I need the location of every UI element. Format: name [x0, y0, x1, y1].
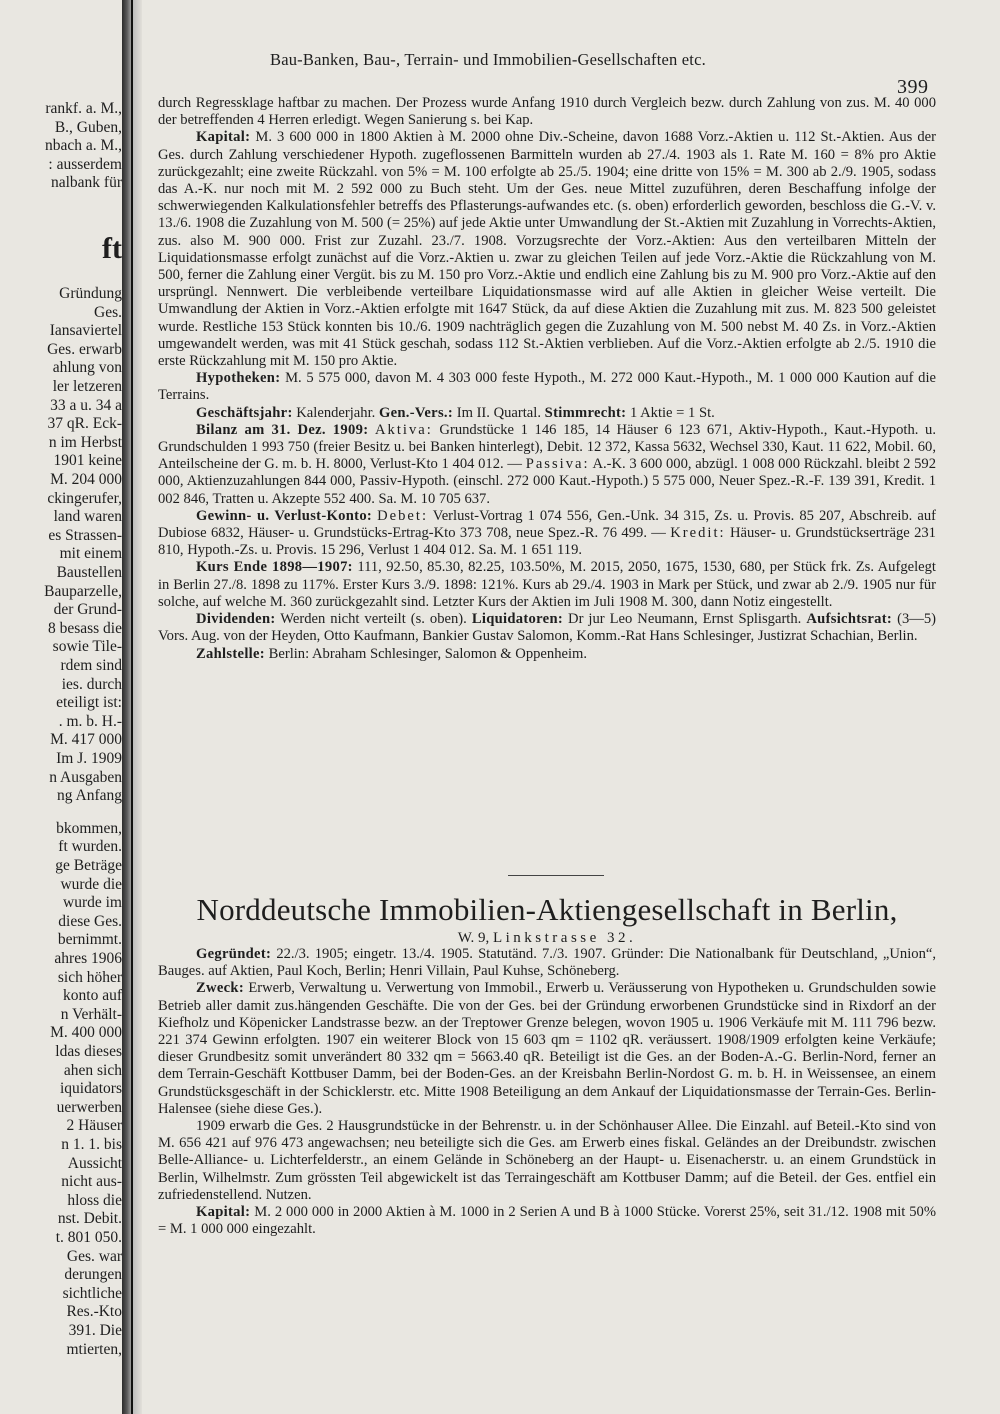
- zahlstelle-text: Berlin: Abraham Schlesinger, Salomon & Oppenheim.: [268, 645, 588, 662]
- adjacent-page-line: 33 a u. 34 a: [50, 396, 122, 414]
- adjacent-page-line: wurde die: [60, 875, 122, 893]
- adjacent-page-line: nst. Debit.: [57, 1210, 122, 1228]
- adjacent-page-line: hloss die: [67, 1191, 122, 1209]
- liquidatoren-label: Liquidatoren:: [471, 611, 564, 628]
- geschaeftsjahr-text: Kalenderjahr.: [296, 404, 376, 421]
- year-1909-text: 1909 erwarb die Ges. 2 Hausgrundstücke in der Behrenstr. u. in der Schönhauser Allee. Die Einzahl. auf Beteil.-Kto sind von M. 656 421 auf 976 473 angewachsen; neu beteiligte sich die Ges. am Erwerb eines fiskal. Geländes an der Dreibundstr. zwischen Belle-Alliance- u. Lichterfelderstr., an einem Gelände in Schöneberg an der Haupt- u. Eisenacherstr. u. an einem Grundstück in Berlin, Wilhelmstr. Zum grössten Teil abgewickelt ist das Terraingeschäft am Kottbuser Damm; auf die Beteil. der Ges. entfiel ein zufriedenstellend. Nutzen.: [158, 1118, 936, 1203]
- adjacent-page-line: ft: [102, 232, 122, 265]
- guv-paragraph: [158, 508, 936, 560]
- adjacent-page-line: land waren: [53, 508, 122, 526]
- kredit-text: Häuser- u. Grundstückserträge 231 810, Hypoth.-Zs. u. Provis. 15 296, Verlust 1 404 012. Sa. M. 1 651 119.: [158, 525, 936, 559]
- adjacent-page-line: M. 417 000: [50, 731, 122, 749]
- dividenden-paragraph: [158, 611, 936, 645]
- adjacent-page-line: der Grund-: [53, 601, 122, 619]
- running-title: Bau-Banken, Bau-, Terrain- und Immobilien-Gesellschaften etc.: [270, 50, 706, 69]
- adjacent-page-line: M. 204 000: [50, 471, 122, 488]
- adjacent-page-line: nicht aus-: [61, 1173, 122, 1191]
- zahlstelle-label: Zahlstelle:: [196, 645, 265, 662]
- intro-paragraph: [158, 95, 936, 129]
- kapital-text: M. 3 600 000 in 1800 Aktien à M. 2000 ohne Div.-Scheine, davon 1688 Vorz.-Aktien u. 112 St.-Aktien. Aus der Ges. durch Zahlung verschiedener Hypoth. zugeflossenen Barmitteln wurden ab 27./4. 1903 als 1. Rate M. 160 = 8% pro Aktie zurückgezahlt; eine zweite Rückzahl. von 5% = M. 100 erfolgte ab 25./5. 1904; eine dritte von 15% = M. 300 ab 2./9. 1905, sodass das A.-K. nur noch mit M. 2 592 000 zu Buch steht. Um der Ges. neue Mittel zuzuführen, deren Beschaffung infolge der schwerwiegenden Kalkulationsfehler betreffs des Pflasterungs-aufwandes etc. (s. oben) erforderlich geworden, beschloss die G.-V. v. 13./6. 1908 die Zuzahlung von M. 500 (= 25%) auf jede Aktie unter Umwandlung der St.-Aktien mit Zuzahlung in Vorrechts-Aktien, zus. also M. 900 000. Frist zur Zuzahl. 23./7. 1908. Vorzugsrechte der Vorz.-Aktien: Aus den verteilbaren Mitteln der Liquidationsmasse erfolgt zunächst auf die Vorz.-Aktien u. zwar zu gleichen Teilen auf jede Vorz.-Aktie die Rückzahlung von M. 500, ferner die Zahlung einer Vergüt. bis zu M. 150 pro Vorz.-Aktie und endlich eine Zahlung bis zu M. 900 pro Vorz.-Aktie auf den ursprüngl. Nennwert. Die verbleibende verteilbare Liquidationsmasse wird auf alle Aktien in gleicher Weise verteilt. Die Umwandlung der Aktien in Vorz.-Aktien erfolgte mit 1647 Stück, da auf diese Aktien die Zuzahlung mit zus. M. 823 500 geleistet wurde. Restliche 153 Stück konnten bis 10./6. 1909 nachträglich gegen die Zuzahlung von M. 500 nebst M. 40 Zs. in Vorz.-Aktien umgewandelt werden, was mit 41 Stück geschah, sodass 112 St.-Aktien verblieben. Auf die Vorz.-Aktien erfolgte ab 2./5. 1910 die erste Rückzahlung mit M. 150 pro Aktie.: [158, 129, 936, 370]
- zahlstelle-paragraph: [158, 646, 936, 663]
- kredit-label: Kredit:: [670, 525, 726, 542]
- adjacent-page-line: 8 besass die: [47, 619, 122, 637]
- adjacent-page-line: bernimmt.: [57, 931, 122, 949]
- dividenden-text: Werden nicht verteilt (s. oben).: [280, 611, 467, 628]
- adjacent-page-line: Ges. erwarb: [47, 340, 122, 358]
- adjacent-page-line: ahlung von: [52, 359, 122, 377]
- geschaeftsjahr-paragraph: [158, 405, 936, 422]
- adjacent-page-line: n Ausgaben: [49, 768, 122, 786]
- adjacent-page-line: ft wurden.: [58, 838, 122, 856]
- adjacent-page-line: diese Ges.: [58, 912, 122, 930]
- passiva-text: A.-K. 3 600 000, abzügl. 1 008 000 Rückzahl. bleibt 2 592 000, Aktienzuzahlungen 844 000, Passiv-Hypoth. (einschl. 272 000 Kaut.-Hypoth.) 5 575 000, Neuer Spez.-R.-F. 139 391, Kredit. 1 002 846, Tratten u. Akzepte 552 400. Sa. M. 10 705 637.: [158, 456, 937, 507]
- adjacent-page-line: Aussicht: [67, 1154, 122, 1172]
- adjacent-page-line: ies. durch: [61, 675, 122, 693]
- adjacent-page-line: nalbank für: [50, 174, 122, 192]
- adjacent-page-line: wurde im: [63, 894, 122, 912]
- adjacent-page-fragment: [0, 100, 122, 1390]
- adjacent-page-line: uerwerben: [56, 1098, 122, 1116]
- adjacent-page-line: Ges. war: [66, 1247, 122, 1265]
- aktiva-label: Aktiva:: [375, 421, 433, 438]
- adjacent-page-line: ler letzeren: [52, 378, 122, 395]
- adjacent-page-line: mit einem: [59, 545, 122, 563]
- adjacent-page-line: rankf. a. M.,: [45, 100, 122, 117]
- zweck-paragraph: [158, 980, 936, 1118]
- section-company-text: [158, 946, 936, 1238]
- bilanz-paragraph: [158, 422, 936, 508]
- adjacent-page-line: n 1. 1. bis: [61, 1136, 122, 1153]
- adjacent-page-line: ahres 1906: [54, 950, 122, 967]
- adjacent-page-line: sichtliche: [62, 1284, 122, 1302]
- intro-text: durch Regressklage haftbar zu machen. Der Prozess wurde Anfang 1910 durch Vergleich bezw. durch Zahlung von zus. M. 40 000 der betreffenden 4 Herren erledigt. Wegen Sanierung s. bei Kap.: [158, 95, 936, 129]
- kapital-label: Kapital:: [196, 129, 251, 146]
- kapital-2-text: M. 2 000 000 in 2000 Aktien à M. 1000 in 2 Serien A und B à 1000 Stücke. Vorerst 25%, seit 31./12. 1908 mit 50% = M. 1 000 000 eingezahlt.: [158, 1204, 936, 1238]
- adjacent-page-line: bkommen,: [56, 819, 122, 837]
- kurs-label: Kurs Ende 1898—1907:: [196, 559, 353, 576]
- adjacent-page-line: rdem sind: [60, 657, 122, 674]
- hypotheken-label: Hypotheken:: [196, 370, 281, 387]
- kapital-2-paragraph: [158, 1204, 936, 1238]
- gen-vers-label: Gen.-Vers.:: [378, 404, 454, 421]
- passiva-label: Passiva:: [525, 456, 590, 473]
- adjacent-page-line: iquidators: [60, 1080, 122, 1098]
- adjacent-page-line: ng Anfang: [56, 787, 122, 805]
- section-divider: [508, 875, 604, 876]
- liquidatoren-text: Dr jur Leo Neumann, Ernst Splisgarth.: [568, 611, 802, 628]
- adjacent-page-line: nbach a. M.,: [44, 137, 122, 155]
- adjacent-page-line: M. 400 000: [50, 1024, 122, 1042]
- gutter-line: [131, 0, 133, 1414]
- kapital-paragraph: [158, 129, 936, 370]
- adjacent-page-line: Res.-Kto: [66, 1303, 122, 1321]
- address-prefix: W. 9,: [457, 930, 490, 946]
- kapital-2-label: Kapital:: [196, 1204, 251, 1221]
- kurs-text: 111, 92.50, 85.30, 82.25, 103.50%, M. 2015, 2050, 1675, 1530, 680, per Stück frk. Zs. Aufgelegt in Berlin 27./8. 1898 zu 117%. Erster Kurs 3./9. 1898: 121%. Kurs ab 29./4. 1903 in Mark per Stück, und zwar ab 2./9. 1905 nur für solche, auf welche M. 360 zurückgezahlt sind. Letzter Kurs der Aktien im Juli 1908 M. 300, dann Notiz eingestellt.: [158, 559, 936, 610]
- gegruendet-paragraph: [158, 946, 936, 980]
- adjacent-page-line: n im Herbst: [48, 433, 122, 451]
- company-address: [158, 929, 936, 947]
- adjacent-page-line: sich höher: [57, 968, 122, 986]
- bilanz-label: Bilanz am 31. Dez. 1909:: [196, 421, 369, 438]
- adjacent-page-line: Im J. 1909: [56, 750, 122, 767]
- adjacent-page-line: . m. b. H.-: [58, 712, 122, 730]
- adjacent-page-line: ge Beträge: [55, 857, 122, 874]
- aufsichtsrat-text: (3—5) Vors. Aug. von der Heyden, Otto Kaufmann, Bankier Gustav Salomon, Komm.-Rat Hans Schlesinger, Justizrat Schachian, Berlin.: [158, 611, 937, 645]
- bilanz-text: Grundstücke 1 146 185, 14 Häuser 6 123 671, Aktiv-Hypoth., Kaut.-Hypoth. u. Grundschulden 1 993 750 (freier Besitz u. bei Banken hinterlegt), Debit. 12 372, Kassa 5632, Wechsel 330, Kaut. 11 622, Mobil. 60, Anteilscheine der G. m. b. H. 8000, Verlust-Kto 1 404 012. —: [158, 421, 936, 473]
- adjacent-page-line: konto auf: [63, 987, 122, 1005]
- adjacent-page-line: eteiligt ist:: [56, 694, 122, 712]
- adjacent-page-line: 2 Häuser: [66, 1117, 122, 1135]
- guv-label: Gewinn- u. Verlust-Konto:: [196, 507, 373, 524]
- stimmrecht-text: 1 Aktie = 1 St.: [629, 404, 715, 421]
- adjacent-page-line: : ausserdem: [48, 155, 122, 173]
- zweck-label: Zweck:: [196, 980, 245, 997]
- adjacent-page-line: Iansaviertel: [49, 322, 122, 340]
- adjacent-page-line: 37 qR. Eck-: [47, 415, 122, 433]
- dividenden-label: Dividenden:: [196, 611, 276, 628]
- adjacent-page-line: 391. Die: [68, 1322, 122, 1339]
- adjacent-page-line: 1901 keine: [53, 452, 122, 470]
- adjacent-page-line: Gründung: [59, 285, 122, 302]
- adjacent-page-line: sowie Tile-: [52, 638, 122, 656]
- gegruendet-text: 22./3. 1905; eingetr. 13./4. 1905. Statutänd. 7./3. 1907. Gründer: Die Nationalbank für Deutschland, „Union“, Bauges. auf Aktien, Paul Koch, Berlin; Henri Villain, Paul Kuhse, Schöneberg.: [158, 946, 936, 980]
- adjacent-page-line: ldas dieses: [55, 1043, 122, 1060]
- adjacent-page-line: t. 801 050.: [55, 1229, 122, 1246]
- section-liquidation-text: [158, 95, 936, 663]
- kurs-paragraph: [158, 559, 936, 611]
- address-street: Linkstrasse 32.: [492, 930, 637, 946]
- gegruendet-label: Gegründet:: [196, 946, 272, 962]
- adjacent-page-line: es Strassen-: [48, 526, 122, 544]
- hypotheken-text: M. 5 575 000, davon M. 4 303 000 feste Hypoth., M. 272 000 Kaut.-Hypoth., M. 1 000 000 Kaution auf die Terrains.: [158, 370, 936, 404]
- aufsichtsrat-label: Aufsichtsrat:: [806, 611, 893, 628]
- adjacent-page-line: ahen sich: [63, 1061, 122, 1079]
- adjacent-page-line: n Verhält-: [60, 1005, 122, 1023]
- adjacent-page-line: derungen: [64, 1266, 122, 1284]
- gen-vers-text: Im II. Quartal.: [456, 404, 541, 421]
- company-title: Norddeutsche Immobilien-Aktiengesellschaft in Berlin,: [196, 892, 898, 927]
- stimmrecht-label: Stimmrecht:: [544, 404, 627, 421]
- adjacent-page-line: Ges.: [94, 303, 122, 321]
- zweck-text: Erwerb, Verwaltung u. Verwertung von Immobil., Erwerb u. Veräusserung von Hypotheken u. Grundschulden sowie Betrieb aller damit zus.hängenden Geschäfte. Die von der Ges. bei der Gründung erworbenen Grundstücke sind in Rixdorf an der Kiefholz und Köpenicker Landstrasse bezw. an der Treptower Grenze belegen, wovon 1905 u. 1906 Verkäufe mit M. 111 796 bezw. 221 374 Gewinn erfolgten. 1907 ein weiterer Block von 15 603 qm = 1102 qR. veräussert. 1908/1909 erfolgten keine Verkäufe; dieser Grundbesitz somit unverändert 80 332 qm = 5663.40 qR. Beteiligt ist die Ges. an der Boden-A.-G. Berlin-Nord, ferner an dem Terrain-Geschäft Kottbuser Damm, bei der Boden-Ges. an der Kreisbahn Berlin-Nordost G. m. b. H. in Weissensee, an einem Grundstücksgeschäft in der Schicklerstr. etc. Mitte 1908 Beteiligung an dem Ankauf der Liquidationsmasse der Terrain-Ges. Berlin-Halensee (siehe diese Ges.).: [158, 980, 936, 1117]
- adjacent-page-line: B., Guben,: [54, 118, 122, 136]
- geschaeftsjahr-label: Geschäftsjahr:: [196, 404, 293, 421]
- adjacent-page-line: ckingerufer,: [47, 489, 122, 507]
- adjacent-page-line: Bauparzelle,: [44, 582, 122, 600]
- debet-label: Debet:: [377, 507, 429, 524]
- guv-text: Verlust-Vortrag 1 074 556, Gen.-Unk. 34 315, Zs. u. Provis. 85 207, Abschreib. auf Dubiose 6832, Häuser- u. Grundstücks-Ertrag-Kto 373 708, neue Spez.-R. 76 499. —: [158, 507, 936, 542]
- adjacent-page-line: Baustellen: [56, 564, 122, 581]
- year-1909-paragraph: [158, 1118, 936, 1204]
- page-number: 399: [897, 76, 929, 98]
- hypotheken-paragraph: [158, 370, 936, 404]
- adjacent-page-line: mtierten,: [66, 1340, 122, 1358]
